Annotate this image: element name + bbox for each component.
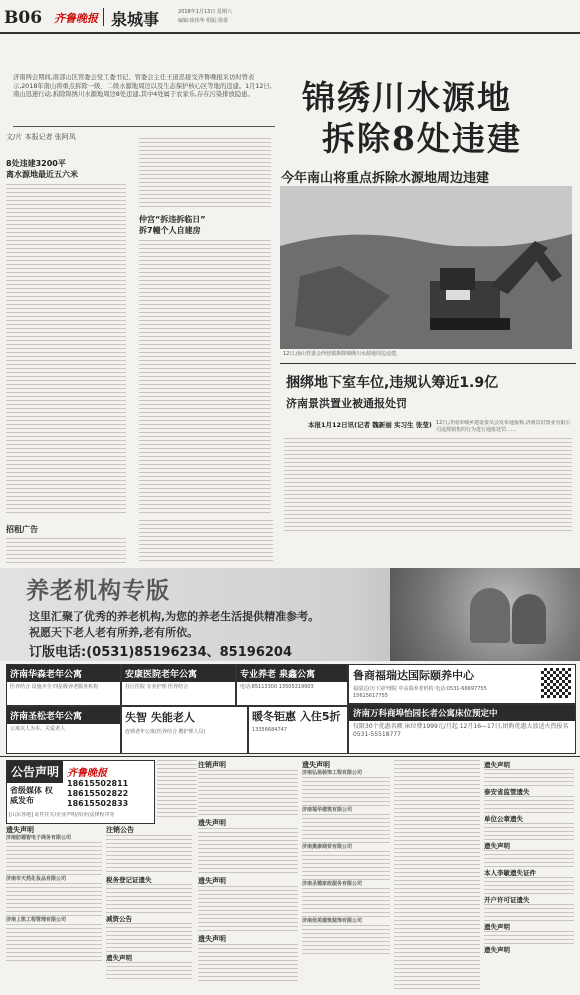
recruit-body-col-2 [139,520,273,564]
classifieds-col-2: 注销公告 税务登记证遗失 减资公告 遗失声明 [106,825,192,991]
subhead-2: 仲宫“拆违拆临日” 拆7幢个人自建房 [139,215,206,235]
classifieds-col-3 [157,760,197,820]
classifieds-col-1: 遗失声明 济南肪德智电子商务有限公司 济南市天然化妆品有限公司 济南上凯工程管理有限公司 [6,825,102,991]
classifieds-phone: 18615502811 [67,779,129,788]
page-number: B06 [4,8,43,28]
ad-ankang: 安康医院老年公寓 社区医院 专业护理 医养结合 [121,664,236,706]
ad-dementia: 失智 失能老人 连锁老年公寓(医养结合 聘护理人员) [121,706,248,754]
ad-shengsong: 济南圣松老年公寓 公寓以人为本、关爱老人 [6,706,121,754]
headline-line-2: 拆除8处违建 [322,119,522,158]
excavator-photo [280,186,572,349]
section-name: 泉城事 [111,10,160,29]
elderly-line-1: 这里汇聚了优秀的养老机构,为您的养老生活提供精准参考。 [29,610,320,623]
elderly-hotline: 订版电话:(0531)85196234、85196204 [29,645,292,660]
classifieds-col-6: 遗失声明 泰安省监管遗失 单位公章遗失 遗失声明 本人李敏遗失证件 开户许可证遗失 遗失声明 遗失声明 [484,760,574,990]
lead-subhead: 今年南山将重点拆除水源地周边违建 [281,171,490,186]
lead-photo [280,186,572,349]
headline-line-1: 锦绣川水源地 [302,78,512,117]
paper-name: 齐鲁晚报 [54,12,98,25]
lead-body-col-1 [6,184,126,514]
ad-vanke: 济南万科商埠怡园长者公寓床位预定中 仅限30个优惠名额 床位费1999元/月起 12月16—17日,团购优惠大放送火热报名 0531-55518777 [348,704,576,754]
lead-body-col-2b [139,240,271,514]
classifieds-col-4: 遗失声明 济南弘扬装饰工程有限公司 济南福华建筑有限公司 济南奥康商贸有限公司 济南圣德家政服务有限公司 济南佳美建筑装饰有限公司 [302,760,390,990]
recruit-body [6,538,126,564]
ad-huasen: 济南华森老年公寓 医养结合 设施齐全 四星级养老服务机构 [6,664,121,706]
classifieds-col-3b: 注销声明 遗失声明 遗失声明 遗失声明 [198,760,298,990]
classifieds-header [6,760,155,824]
lead-body-col-2 [139,138,271,208]
qr-code [541,668,571,698]
photo-caption: 12日,南山管委会西营镇拆除锦绣川水源地周边违建。 [283,351,401,357]
recruit-heading: 招租广告 [6,525,38,534]
lead-intro: 济南两会期间,南部山区管委会党工委书记、管委会主任王道忠接受齐鲁晚报采访时曾表示,2018年南山将重点拆除一级、二级水源地周边以及生态保护核心区等地的违建。1月12日,南山迅速行动,拆除锦绣川水源地周边8处违建,其中4处属于农家乐,存在污染排放隐患。 [13,74,272,98]
elderly-line-2: 祝愿天下老人老有所养,老有所依。 [29,626,199,639]
ad-quanxin: 专业养老 泉鑫公寓 电话:85113300 13505319903 [236,664,348,706]
classifieds-paper: 齐鲁晚报 [67,768,107,779]
classifieds-phone: 18615502822 [67,789,129,798]
lead-byline: 文/片 本报记者 张阿凤 [6,133,76,141]
date: 2018年1月13日 星期六 [178,9,232,15]
ad-fuida: 鲁商福瑞达国际颐养中心 福瑞达(历下)护理院 中高端养老机构 电话:0531-66697755 15615617755 [348,664,576,704]
classifieds-col-5 [394,760,480,990]
classifieds-title: 公告声明 [7,761,63,783]
story2-byline: 本报1月12日讯(记者 魏新丽 实习生 张莹) [308,421,432,429]
subhead-1: 8处违建3200平 离水源地最近五六米 [6,159,78,179]
classifieds-subtitle: 省级媒体 权威发布 [10,786,53,805]
classifieds-scope: [山东各地] 证件挂失/企业声明/拍卖/法律程序等 [9,812,115,818]
story2-body: 12日,济南市城乡建设委员会发布通报称,济南景洪置业有限公司违规销售的行为进行通报处罚…… [436,420,571,433]
masthead [0,0,580,32]
story2-headline: 捆绑地下室车位,违规认筹近1.9亿 [286,375,499,391]
classifieds-phone: 18615502833 [67,799,129,808]
ad-winter-sale: 暖冬钜惠 入住5折 13356684747 [248,706,348,754]
elderly-title: 养老机构专版 [26,577,170,604]
story2-body-lines [284,438,572,532]
editors: 编辑:徐伟华 组版:徐常 [178,18,228,24]
story2-subhead: 济南景洪置业被通报处罚 [286,397,407,410]
